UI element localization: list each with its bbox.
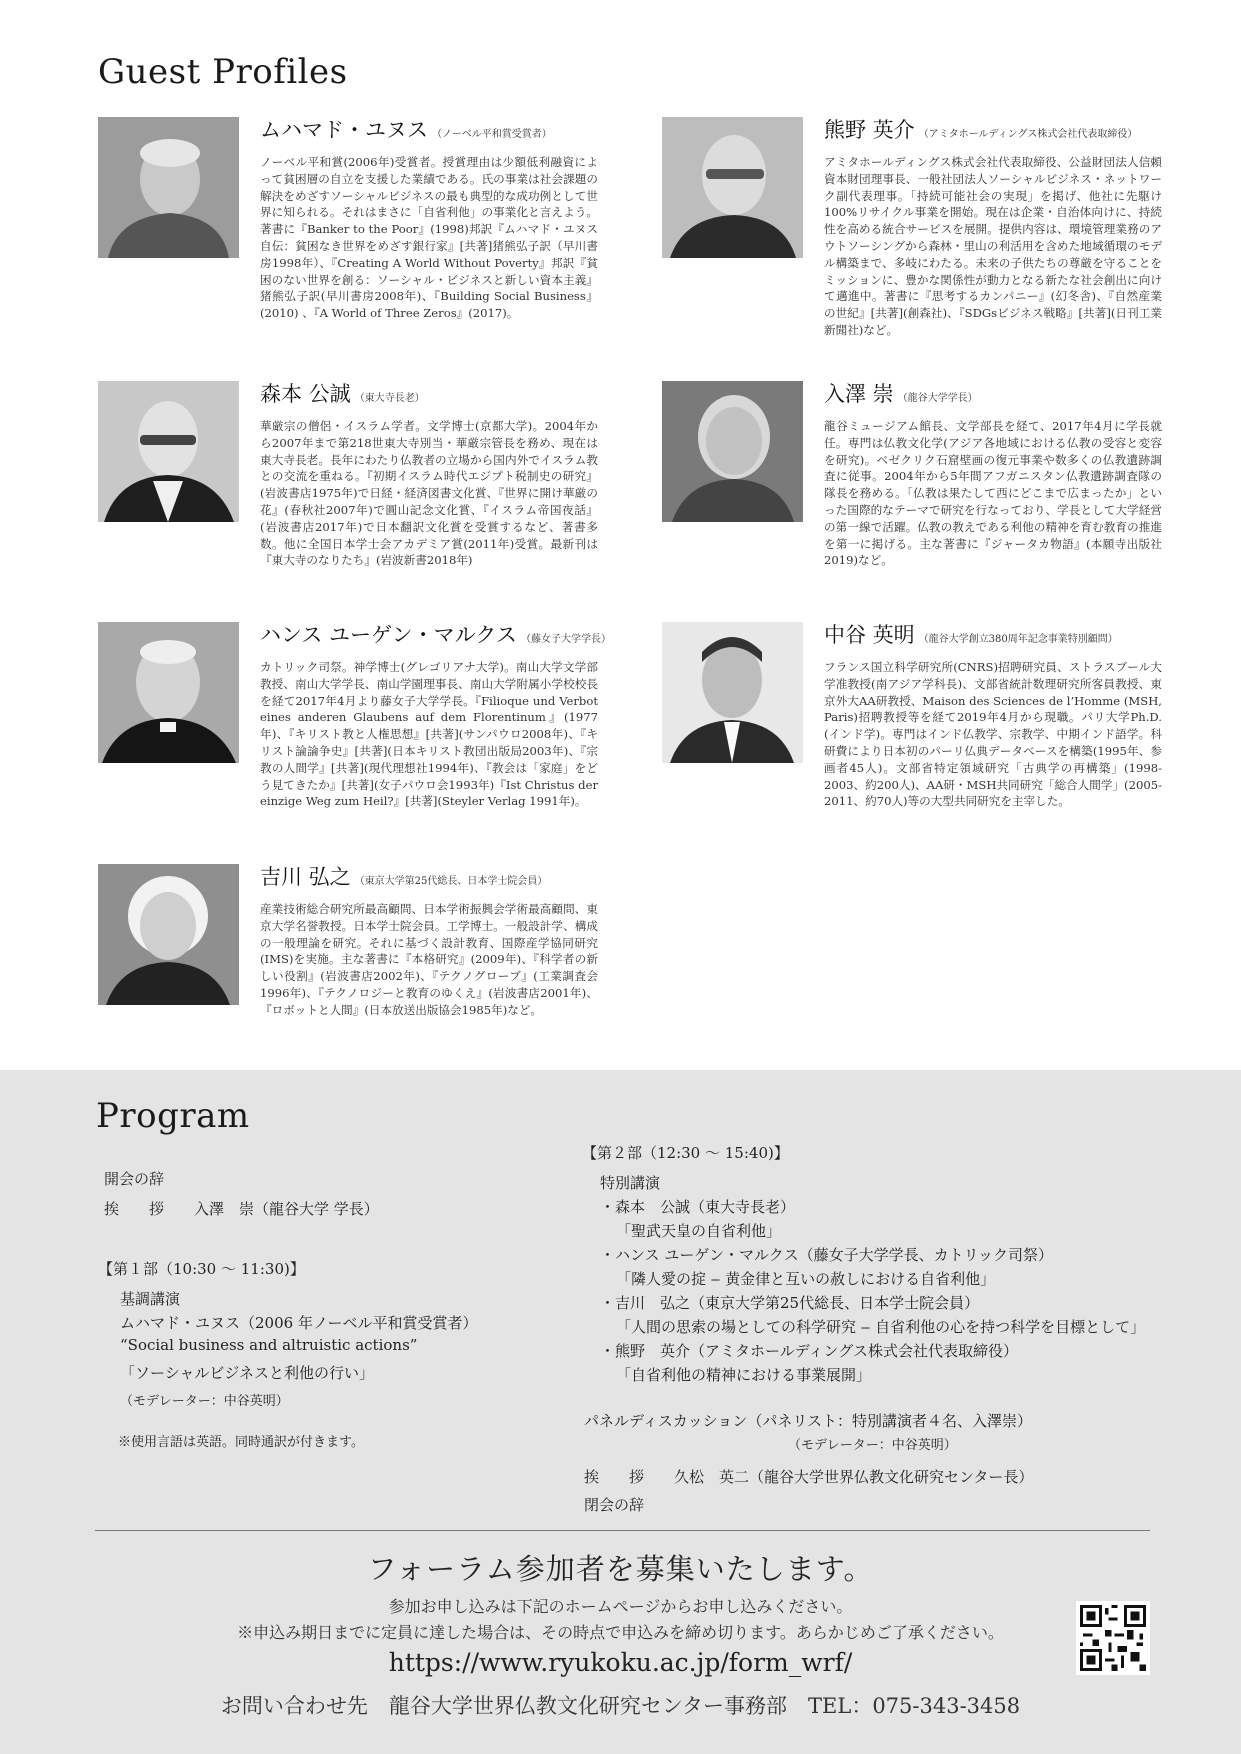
guest-name: 入澤 崇 bbox=[824, 382, 894, 406]
talk-title: 「聖武天皇の自省利他」 bbox=[616, 1222, 782, 1240]
keynote-moderator: （モデレーター：中谷英明） bbox=[120, 1394, 289, 1409]
guest-name: 森本 公誠 bbox=[260, 382, 351, 406]
guest-bio: アミタホールディングス株式会社代表取締役、公益財団法人信頼資本財団理事長、一般社団法人ソーシャルビジネス・ネットワーク副代表理事。「持続可能社会の実現」を掲げ、他社に先駆け100%リサイクル事業を開始。現在は企業・自治体向けに、持続性を高める統合サービスを展開。提供内容は、環境管理業務のアウトソーシングから森林・里山の利活用を含めた地域循環のモデル構築まで、多岐にわたる。未来の子供たちの尊厳を守ることをミッションに、豊かな関係性が動力となる新たな社会創出に向けて邁進中。著書に『思考するカンパニー』(幻冬舎)、『自然産業の世紀』[共著](創森社)、『SDGsビジネス戦略』[共著](日刊工業新聞社)など。 bbox=[824, 155, 1162, 337]
guest-name: 中谷 英明 bbox=[824, 623, 915, 647]
guest-role: （東大寺長老） bbox=[354, 393, 425, 404]
guest-role: （ノーベル平和賞受賞者） bbox=[432, 129, 552, 140]
guest-card-marx bbox=[98, 622, 611, 832]
guest-name: ハンス ユーゲン・マルクス bbox=[260, 623, 517, 647]
guest-bio: 産業技術総合研究所最高顧問、日本学術振興会学術最高顧問、東京大学名誉教授。日本学士院会員。工学博士。一般設計学、構成の一般理論を研究。それに基づく設計教育、国際産学協同研究(IMS)を実施。主な著書に『本格研究』(2009年)、『科学者の新しい役割』(岩波書店2002年)、『テクノグローブ』(工業調査会1996年)、『テクノロジーと教育のゆくえ』(岩波書店2001年)、『ロボットと人間』(日本放送出版協会1985年)など。 bbox=[260, 902, 598, 1017]
guest-role: （龍谷大学創立380周年記念事業特別顧問） bbox=[918, 634, 1118, 645]
guest-card-irisawa bbox=[662, 381, 1162, 591]
guest-photo-kumano bbox=[662, 117, 803, 258]
guest-role: （東京大学第25代総長、日本学士院会員） bbox=[354, 876, 548, 887]
greeting-right: 挨 拶 久松 英二（龍谷大学世界仏教文化研究センター長） bbox=[584, 1468, 1034, 1486]
guest-card-morimoto bbox=[98, 381, 598, 591]
guest-name: 熊野 英介 bbox=[824, 118, 915, 142]
divider bbox=[95, 1530, 1150, 1531]
guest-photo-yunus bbox=[98, 117, 239, 258]
guest-name: ムハマド・ユヌス bbox=[260, 118, 428, 142]
guest-bio: フランス国立科学研究所(CNRS)招聘研究員、ストラスブール大学准教授(南アジア学科長)、文部省統計数理研究所客員教授、東京外大AA研教授、Maison des Sciences de l’Homme (MSH, Paris)招聘教授等を経て2019年4月から現職。パリ大学Ph.D.(インド学)。専門はインド仏教学、宗教学、中期インド語学。科研費により日本初のパーリ仏典データベースを構築(1995年、参画者45人)。文部省特定領域研究「古典学の再構築」(1998-2003、約200人)、AA研・MSH共同研究「総合人間学」(2005-2011、約70人)等の大型共同研究を主宰した。 bbox=[824, 660, 1162, 809]
guest-photo-irisawa bbox=[662, 381, 803, 522]
program-section bbox=[0, 1070, 1241, 1754]
guest-role: （アミタホールディングス株式会社代表取締役） bbox=[918, 129, 1138, 140]
greeting-left: 挨 拶 入澤 崇（龍谷大学 学長） bbox=[104, 1200, 379, 1218]
guest-photo-morimoto bbox=[98, 381, 239, 522]
guest-bio: カトリック司祭。神学博士(グレゴリアナ大学)。南山大学文学部教授、南山大学学長、南山学園理事長、南山大学附属小学校校長を経て2017年4月より藤女子大学学長。『Filioque und Verbot eines anderen Glaubens auf dem Florentinum』(1977年)、『キリスト教と人権思想』[共著](サンパウロ2008年)、『キリスト論論争史』[共著](日本キリスト教団出版局2003年)、『宗教の人間学』[共著](現代理想社1994年)、『教会は「家庭」をどう見てきたか』[共著](女子パウロ会1993年)『Ist Christus der einzige Weg zum Heil?』[共著](Steyler Verlag 1991年)。 bbox=[260, 660, 598, 809]
talk-title: 「自省利他の精神における事業展開」 bbox=[616, 1366, 872, 1384]
guest-card-yunus bbox=[98, 117, 598, 357]
guest-bio: 龍谷ミュージアム館長、文学部長を経て、2017年4月に学長就任。専門は仏教文化学(アジア各地域における仏教の受容と変容を研究)。ベゼクリク石窟壁画の復元事業や数多くの仏教遺跡調査に従事。2004年から5年間アフガニスタン仏教遺跡調査隊の隊長を務める。「仏教は果たして西にどこまで広まったか」といった国際的なテーマで研究を行なっており、学長として大学経営の第一線で活躍。仏教の教えである利他の精神を育む教育の推進を第一に掲げる。主な著書に『ジャータカ物語』(本願寺出版社2019)など。 bbox=[824, 419, 1162, 568]
guest-card-nakatani bbox=[662, 622, 1162, 832]
keynote-speaker: ムハマド・ユヌス（2006 年ノーベル平和賞受賞者） bbox=[120, 1314, 478, 1332]
talk-speaker: ・ハンス ユーゲン・マルクス（藤女子大学学長、カトリック司祭） bbox=[600, 1246, 1053, 1264]
guest-photo-nakatani bbox=[662, 622, 803, 763]
closing-remarks: 閉会の辞 bbox=[584, 1496, 645, 1514]
language-note: ※使用言語は英語。同時通訳が付きます。 bbox=[118, 1435, 364, 1450]
guest-role: （龍谷大学学長） bbox=[897, 393, 978, 404]
guest-role: （藤女子大学学長） bbox=[521, 634, 611, 645]
guest-bio: 華厳宗の僧侶・イスラム学者。文学博士(京都大学)。2004年から2007年まで第218世東大寺別当・華厳宗管長を務め、現在は東大寺長老。長年にわたり仏教者の立場から国内外でイスラム教との交流を重ねる。『初期イスラム時代エジプト税制史の研究』(岩波書店1975年)で日経・経済図書文化賞、『世界に開け華厳の花』(春秋社2007年)で圓山記念文化賞、『イスラム帝国夜話』(岩波書店2017年)で日本翻訳文化賞を受賞するなど、著書多数。他に全国日本学士会アカデミア賞(2011年)受賞。最新刊は『東大寺のなりたち』(岩波新書2018年) bbox=[260, 419, 598, 568]
guest-name: 吉川 弘之 bbox=[260, 865, 351, 889]
capacity-note: ※申込み期日までに定員に達した場合は、その時点で申込みを締め切ります。あらかじめご了承ください。 bbox=[237, 1623, 1004, 1642]
part2-header: 【第２部（12:30 ～ 15:40)】 bbox=[582, 1144, 789, 1162]
talk-speaker: ・吉川 弘之（東京大学第25代総長、日本学士院会員） bbox=[600, 1294, 980, 1312]
part1-header: 【第１部（10:30 ～ 11:30)】 bbox=[98, 1260, 305, 1278]
guest-card-kumano bbox=[662, 117, 1162, 367]
application-url[interactable]: https://www.ryukoku.ac.jp/form_wrf/ bbox=[388, 1648, 853, 1677]
keynote-label: 基調講演 bbox=[120, 1290, 181, 1308]
opening-remarks: 開会の辞 bbox=[104, 1170, 165, 1188]
talk-speaker: ・熊野 英介（アミタホールディングス株式会社代表取締役） bbox=[600, 1342, 1019, 1360]
call-for-participants: フォーラム参加者を募集いたします。 bbox=[367, 1552, 874, 1586]
profiles-title: Guest Profiles bbox=[98, 52, 348, 92]
contact-info: お問い合わせ先 龍谷大学世界仏教文化研究センター事務部 TEL：075-343-3458 bbox=[220, 1694, 1021, 1718]
talk-title: 「隣人愛の掟 ‒ 黄金律と互いの赦しにおける自省利他」 bbox=[616, 1270, 996, 1288]
guest-bio: ノーベル平和賞(2006年)受賞者。授賞理由は少額低利融資によって貧困層の自立を支援した業績である。氏の事業は社会課題の解決をめざすソーシャルビジネスの最も典型的な成功例として世界に知られる。それはまさに「自省利他」の事業化と言えよう。著書に『Banker to the Poor』(1998)邦訳『ムハマド・ユヌス自伝：貧困なき世界をめざす銀行家』[共著]猪熊弘子訳（早川書房1998年）、『Creating A World Without Poverty』邦訳『貧困のない世界を創る：ソーシャル・ビジネスと新しい資本主義』猪熊弘子訳(早川書房2008年)、『Building Social Business』(2010) 、『A World of Three Zeros』(2017)。 bbox=[260, 155, 598, 321]
program-title: Program bbox=[96, 1096, 250, 1136]
guest-photo-marx bbox=[98, 622, 239, 763]
apply-instruction: 参加お申し込みは下記のホームページからお申し込みください。 bbox=[388, 1597, 853, 1616]
talk-speaker: ・森本 公誠（東大寺長老） bbox=[600, 1198, 796, 1216]
panel-discussion: パネルディスカッション（パネリスト：特別講演者４名、入澤崇） bbox=[584, 1412, 1033, 1430]
guest-photo-yoshikawa bbox=[98, 864, 239, 1005]
panel-moderator: （モデレーター：中谷英明） bbox=[788, 1438, 957, 1453]
keynote-title-en: “Social business and altruistic actions” bbox=[120, 1336, 418, 1354]
qr-code-icon[interactable] bbox=[1076, 1601, 1150, 1675]
special-talks-label: 特別講演 bbox=[600, 1174, 661, 1192]
guest-card-yoshikawa bbox=[98, 864, 598, 1064]
talk-title: 「人間の思索の場としての科学研究 ‒ 自省利他の心を持つ科学を目標として」 bbox=[616, 1318, 1146, 1336]
keynote-title-ja: 「ソーシャルビジネスと利他の行い」 bbox=[120, 1364, 374, 1382]
